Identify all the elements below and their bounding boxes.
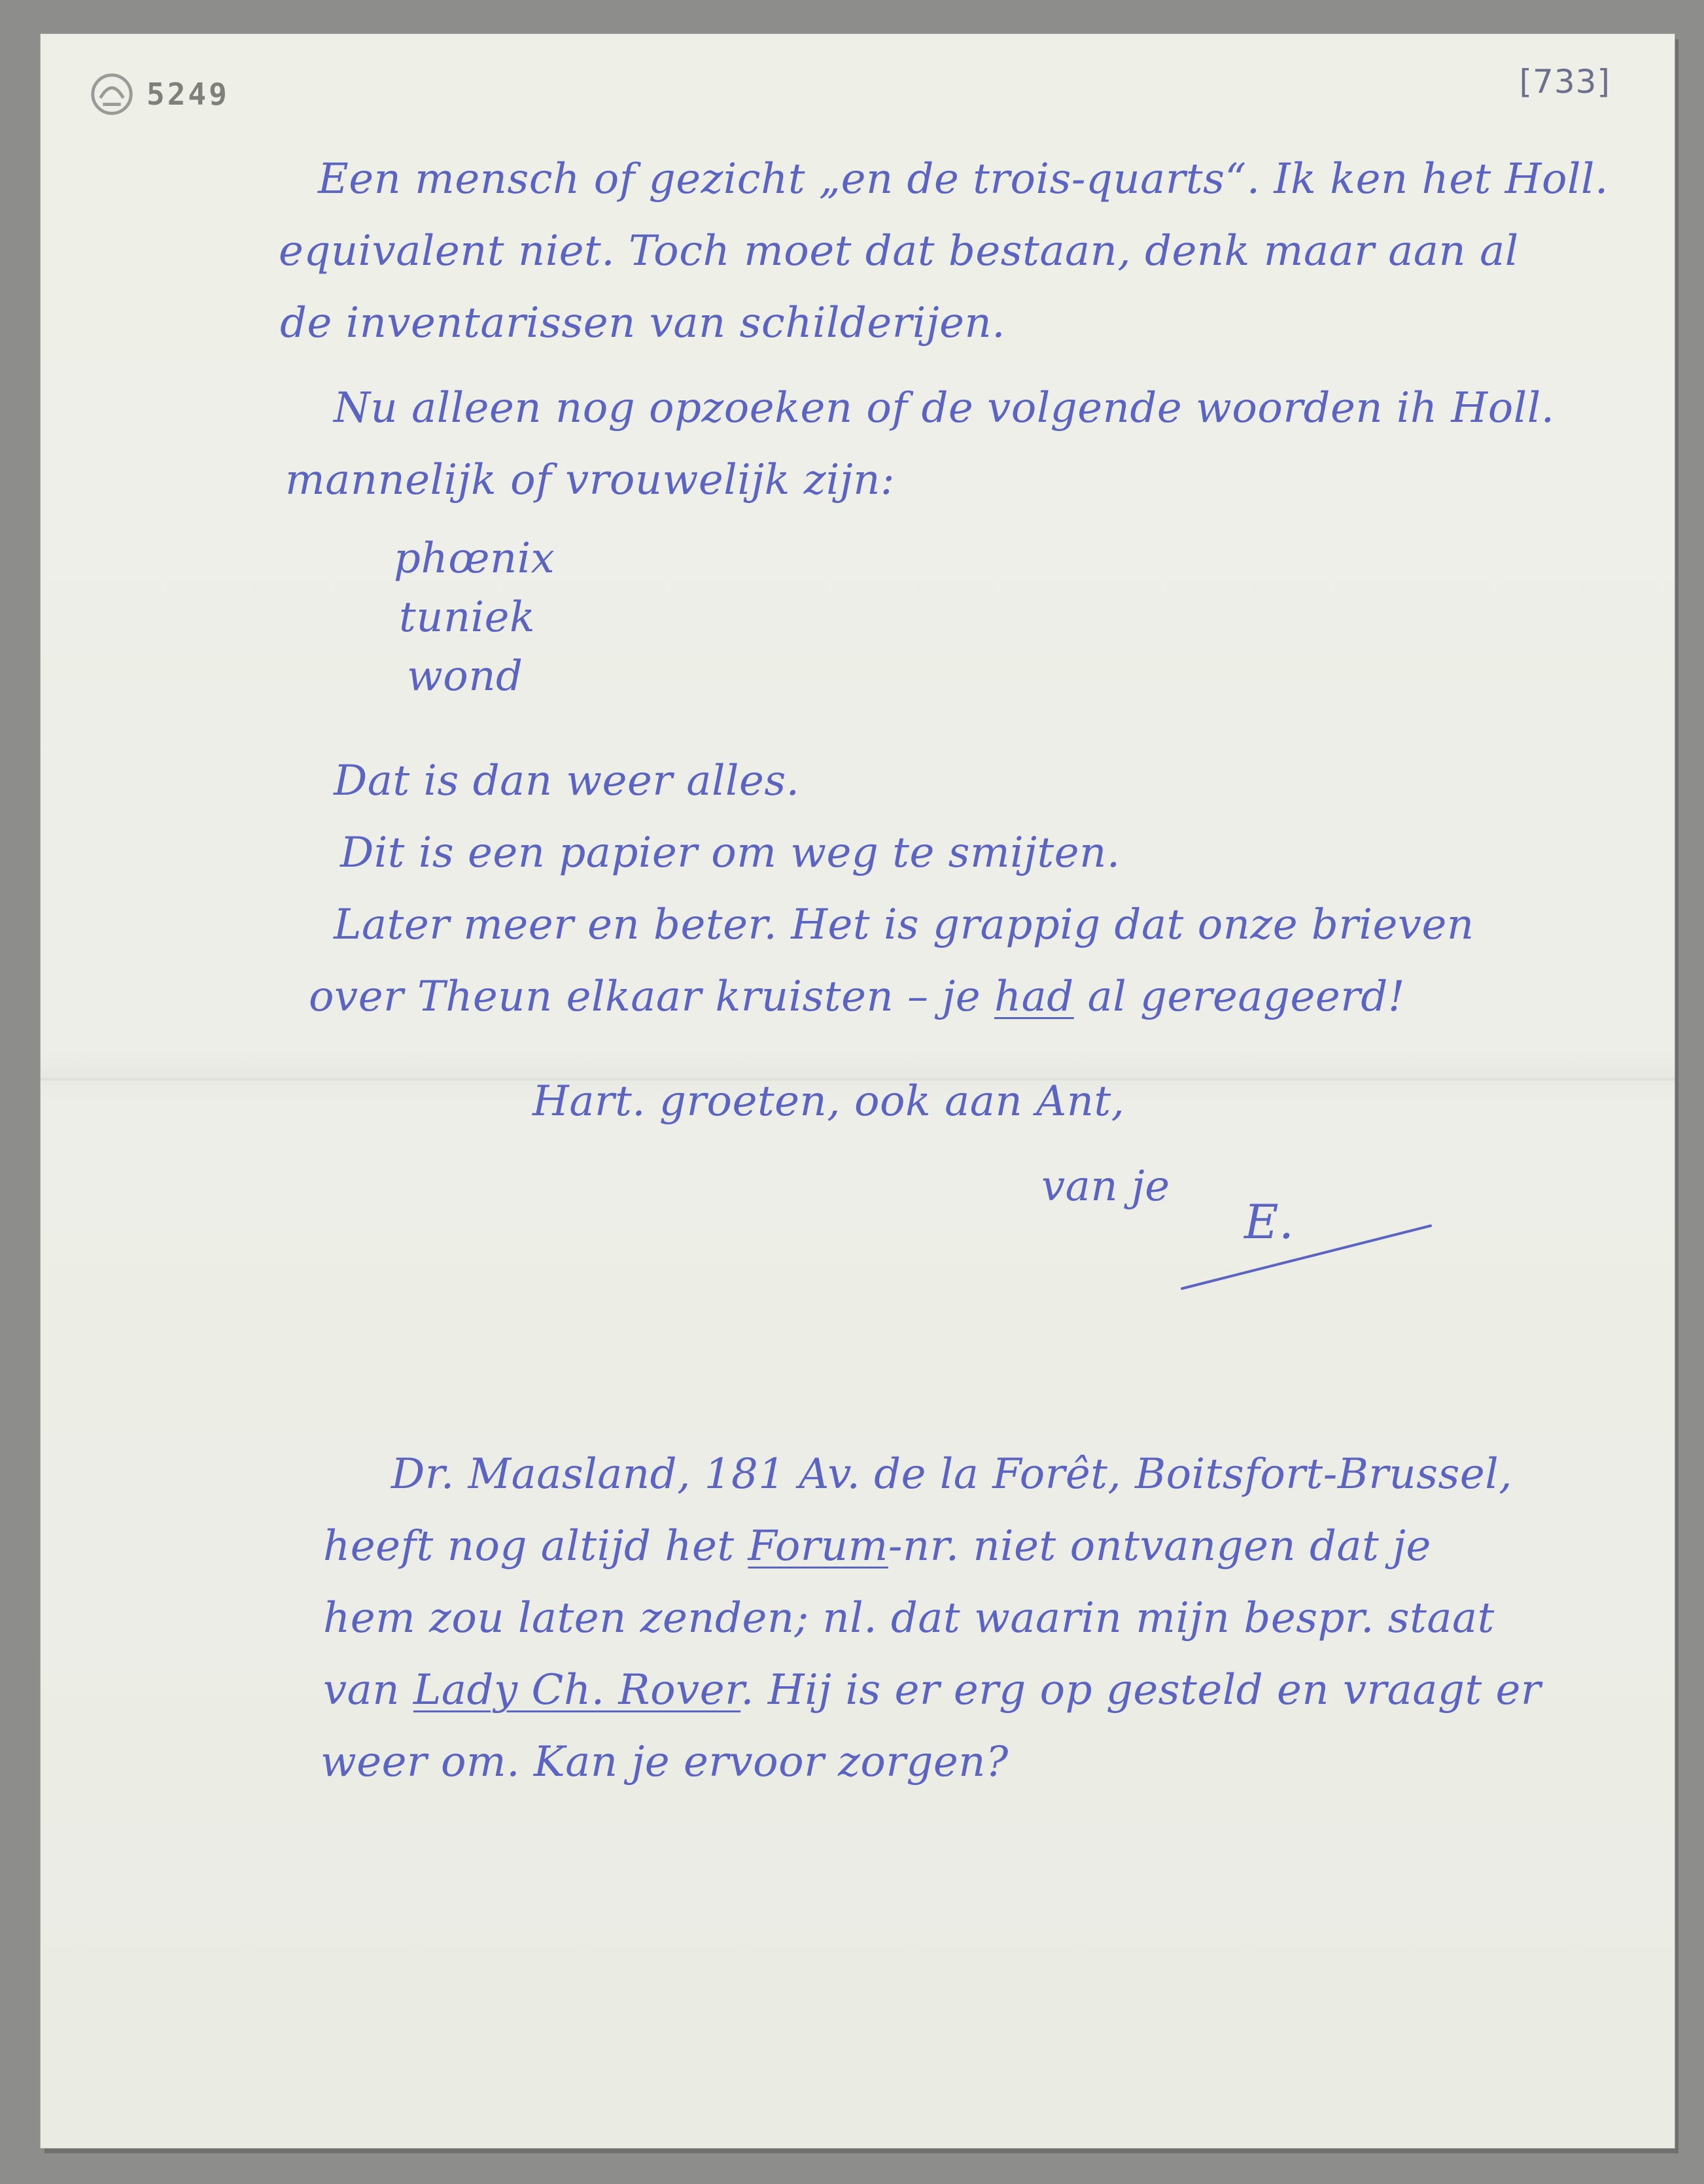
postscript-line1: Dr. Maasland, 181 Av. de la Forêt, Boitsfort-Brussel,: [391, 1450, 1513, 1499]
paragraph2-line1: Nu alleen nog opzoeken of de volgende woorden ih Holl.: [334, 384, 1555, 432]
paragraph3-line1: Dat is dan weer alles.: [334, 757, 800, 805]
signature-initial: E.: [1244, 1194, 1295, 1249]
paragraph3-line4: over Theun elkaar kruisten – je had al gereageerd!: [309, 973, 1406, 1021]
archive-stamp: [86, 68, 230, 120]
letter-sheet: [41, 34, 1675, 2148]
postscript-line3: hem zou laten zenden; nl. dat waarin mijn bespr. staat: [323, 1594, 1495, 1642]
postscript-line2: heeft nog altijd het Forum-nr. niet ontvangen dat je: [323, 1522, 1431, 1570]
underlined-title: Lady Ch. Rover: [413, 1666, 741, 1714]
archive-seal-icon: [86, 68, 137, 120]
underlined-word: had: [994, 973, 1074, 1021]
closing-from: van je: [1041, 1162, 1170, 1211]
postscript-line5: weer om. Kan je ervoor zorgen?: [321, 1738, 1009, 1786]
word-list-item: phœnix: [394, 534, 555, 583]
paragraph1-line3: de inventarissen van schilderijen.: [280, 299, 1006, 347]
paragraph2-line2: mannelijk of vrouwelijk zijn:: [285, 456, 895, 504]
paragraph1-line1: Een mensch of gezicht „en de trois-quarts“. Ik ken het Holl.: [318, 155, 1608, 203]
paragraph3-line2: Dit is een papier om weg te smijten.: [340, 829, 1121, 877]
underlined-word: Forum: [748, 1522, 888, 1570]
paragraph1-line2: equivalent niet. Toch moet dat bestaan, denk maar aan al: [279, 227, 1519, 275]
word-list-item: tuniek: [399, 593, 536, 642]
paragraph3-line3: Later meer en beter. Het is grappig dat onze brieven: [334, 901, 1474, 949]
archive-number: [733]: [1519, 63, 1610, 101]
closing-line: Hart. groeten, ook aan Ant,: [532, 1077, 1125, 1126]
word-list-item: wond: [407, 652, 523, 701]
stamp-number: 5249: [147, 77, 230, 112]
postscript-line4: van Lady Ch. Rover. Hij is er erg op gesteld en vraagt er: [323, 1666, 1541, 1714]
signature-stroke: [1179, 1218, 1434, 1296]
